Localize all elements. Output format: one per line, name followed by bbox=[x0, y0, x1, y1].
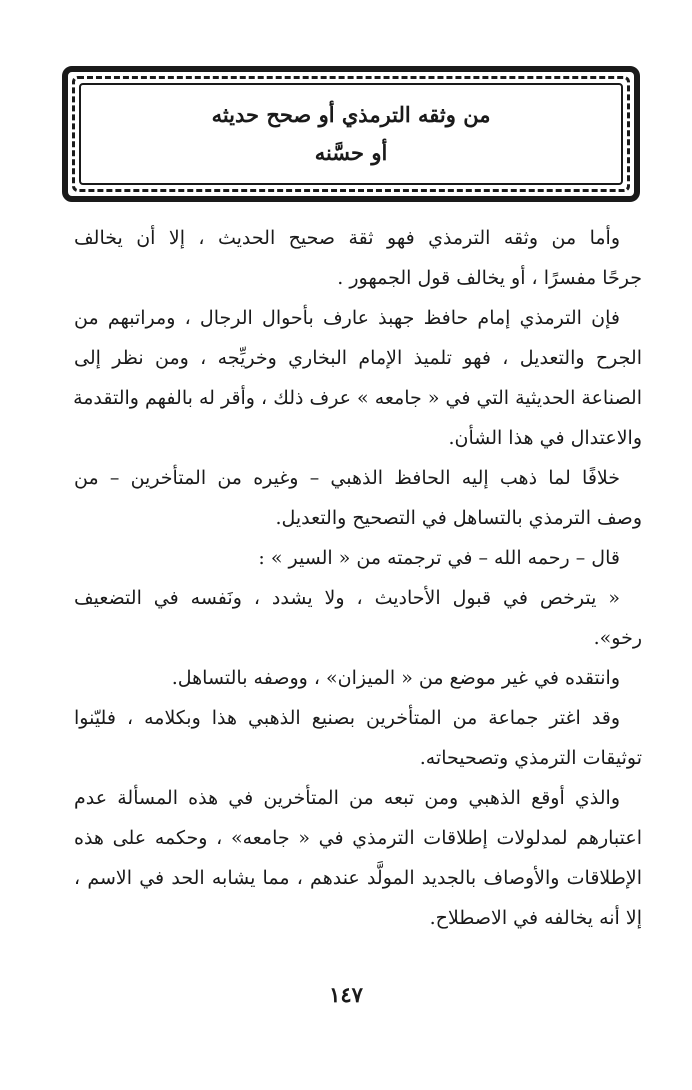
text-line: فإن الترمذي إمام حافظ جهبذ عارف بأحوال الرجال ، ومراتبهم من bbox=[74, 307, 620, 329]
text-line: والذي أوقع الذهبي ومن تبعه من المتأخرين في هذه المسألة عدم bbox=[74, 787, 620, 809]
text-line: رخو». bbox=[593, 627, 642, 649]
quotation-paragraph bbox=[74, 578, 642, 658]
text-line: وانتقده في غير موضع من « الميزان» ، ووصفه بالتساهل. bbox=[171, 667, 620, 689]
paragraph bbox=[74, 458, 642, 538]
text-line: قال – رحمه الله – في ترجمته من « السير » : bbox=[258, 547, 620, 569]
text-line: « يترخص في قبول الأحاديث ، ولا يشدد ، ونَفسه في التضعيف bbox=[74, 587, 620, 609]
paragraph bbox=[74, 778, 642, 938]
paragraph bbox=[74, 298, 642, 458]
paragraph bbox=[74, 698, 642, 778]
text-line: والاعتدال في هذا الشأن. bbox=[448, 427, 642, 449]
chapter-title-frame bbox=[62, 66, 640, 202]
text-line: الجرح والتعديل ، فهو تلميذ الإمام البخاري وخريِّجه ، ومن نظر إلى bbox=[74, 347, 642, 369]
chapter-title-line-1: من وثقه الترمذي أو صحح حديثه bbox=[211, 102, 491, 127]
title-frame-inner-border bbox=[79, 83, 623, 185]
page-number: ١٤٧ bbox=[329, 982, 363, 1007]
paragraph bbox=[74, 658, 642, 698]
text-line: إلا أنه يخالفه في الاصطلاح. bbox=[429, 907, 642, 929]
paragraph bbox=[74, 218, 642, 298]
text-line: توثيقات الترمذي وتصحيحاته. bbox=[419, 747, 642, 769]
text-line: اعتبارهم لمدلولات إطلاقات الترمذي في « جامعه» ، وحكمه على هذه bbox=[74, 827, 642, 849]
paragraph bbox=[74, 538, 642, 578]
text-line: وصف الترمذي بالتساهل في التصحيح والتعديل. bbox=[275, 507, 642, 529]
text-line: الصناعة الحديثية التي في « جامعه » عرف ذلك ، وأقر له بالفهم والتقدمة bbox=[73, 387, 642, 409]
text-line: وأما من وثقه الترمذي فهو ثقة صحيح الحديث ، إلا أن يخالف bbox=[74, 227, 620, 249]
text-line: خلافًا لما ذهب إليه الحافظ الذهبي – وغيره من المتأخرين – من bbox=[74, 467, 620, 489]
text-line: الإطلاقات والأوصاف بالجديد المولَّد عندهم ، مما يشابه الحد في الاسم ، bbox=[74, 867, 642, 889]
title-frame-dashed-border bbox=[72, 76, 630, 192]
body-text bbox=[74, 218, 642, 938]
text-line: وقد اغتر جماعة من المتأخرين بصنيع الذهبي هذا وبكلامه ، فليّنوا bbox=[74, 707, 620, 729]
text-line: جرحًا مفسرًا ، أو يخالف قول الجمهور . bbox=[337, 267, 642, 289]
chapter-title-line-2: أو حسَّنه bbox=[314, 140, 388, 165]
